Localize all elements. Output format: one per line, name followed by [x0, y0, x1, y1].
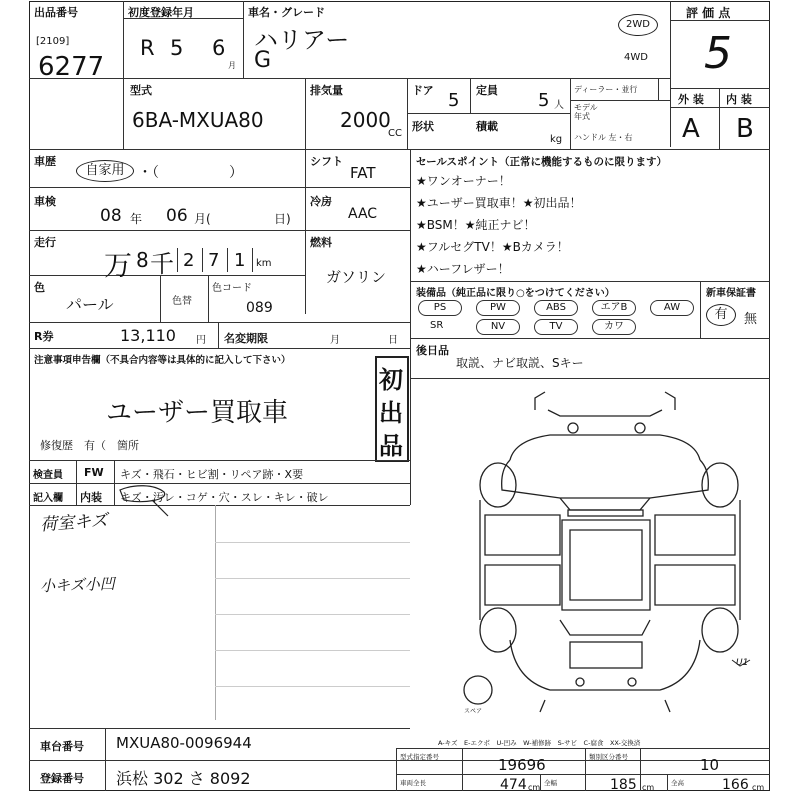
capacity-label: 定員 — [476, 84, 498, 97]
width-value: 185 — [610, 777, 637, 793]
divider — [305, 149, 306, 314]
divider — [670, 1, 671, 147]
sales-title: セールスポイント（正常に機能するものに限ります） — [416, 156, 668, 168]
divider — [29, 348, 410, 349]
inspection-month: 06 — [166, 206, 188, 226]
equip-airbag[interactable] — [592, 300, 636, 316]
equip-sr[interactable]: SR — [430, 320, 444, 331]
equip-ps-label: PS — [433, 302, 447, 313]
capacity-value: 5 — [538, 90, 550, 111]
chassis-label: 車台番号 — [40, 740, 84, 753]
divider — [29, 78, 670, 79]
interior-circle-mark — [114, 482, 174, 522]
width-label: 全幅 — [544, 779, 557, 787]
mileage-man: 万 — [104, 249, 133, 282]
history-value: 自家用 — [85, 163, 125, 178]
first-listing-2: 出 — [379, 399, 403, 427]
equipment-title: 装備品（純正品に限り○をつけてください） — [416, 288, 615, 299]
divider — [29, 460, 410, 461]
divider — [719, 88, 720, 149]
type-label: 型式 — [130, 84, 152, 97]
car-diagram — [410, 380, 770, 720]
history-label: 車歴 — [34, 155, 56, 168]
repair-history: 修復歴 有（ 箇所 — [40, 439, 139, 452]
width-unit: cm — [642, 783, 655, 792]
warranty-yes: 有 — [714, 307, 728, 322]
history-rest: ・（ ） — [138, 165, 243, 181]
fw-text: キズ・飛石・ヒビ割・リペア跡・X要 — [120, 468, 304, 481]
accessories-value: 取説、ナビ取説、Sキー — [456, 356, 584, 370]
interior-grade: B — [736, 114, 754, 144]
registration-value: 浜松 302 さ 8092 — [116, 769, 251, 788]
interior-inspect-text: キズ・汚レ・コゲ・穴・スレ・キレ・破レ — [120, 491, 329, 504]
divider — [585, 748, 586, 791]
model-year-label: モデル 年式 — [574, 103, 598, 121]
model-name: ハリアー — [254, 26, 350, 54]
equip-tv-label: TV — [549, 321, 563, 332]
sales-item: ★ユーザー買取車！★初出品！ — [416, 196, 582, 210]
equip-aw[interactable] — [650, 300, 694, 316]
divider — [215, 542, 410, 543]
divider — [243, 1, 244, 79]
notes-title: 注意事項申告欄（不具合内容等は具体的に記入して下さい） — [34, 355, 291, 366]
divider — [570, 100, 670, 101]
color-code: 089 — [246, 300, 273, 316]
drive-2wd: 2WD — [626, 19, 650, 30]
divider — [215, 505, 216, 720]
divider — [410, 281, 770, 282]
color-value: パール — [66, 295, 114, 314]
drive-4wd: 4WD — [624, 52, 648, 63]
divider — [658, 78, 659, 100]
divider — [396, 748, 770, 749]
grade-value: G — [254, 48, 272, 73]
shape-label: 形状 — [412, 120, 434, 133]
warranty-yes-circle[interactable] — [706, 304, 736, 326]
equip-pw[interactable] — [476, 300, 520, 316]
first-listing-3: 品 — [379, 432, 403, 460]
month-unit: 月 — [228, 61, 236, 70]
height-label: 全高 — [671, 779, 684, 787]
lot-number: 6277 — [38, 52, 105, 82]
interior-label: 内 装 — [726, 93, 752, 106]
mileage-2: 2 — [183, 250, 195, 271]
first-reg-year: 5 — [170, 36, 184, 60]
divider — [215, 614, 410, 615]
day-unit: 日) — [274, 212, 291, 226]
divider — [670, 107, 770, 108]
length-value: 474 — [500, 777, 527, 793]
equip-pw-label: PW — [490, 302, 506, 313]
history-circle — [76, 160, 134, 182]
divider — [667, 774, 668, 791]
divider — [410, 149, 411, 379]
divider — [410, 378, 770, 379]
equip-tv[interactable] — [534, 319, 578, 335]
sales-item: ★フルセグTV！★Bカメラ！ — [416, 240, 569, 254]
length-unit: cm — [528, 783, 541, 792]
equip-leather-label: カワ — [604, 321, 624, 332]
mileage-8: 8 — [136, 248, 149, 272]
divider — [208, 275, 209, 322]
mileage-label: 走行 — [34, 236, 56, 249]
handle-label: ハンドル 左・右 — [574, 133, 633, 142]
accessories-label: 後日品 — [416, 344, 449, 357]
equip-abs[interactable] — [534, 300, 578, 316]
score-label: 評 価 点 — [686, 6, 731, 20]
displacement-unit: CC — [388, 128, 402, 139]
damage-mark: U1 — [736, 658, 749, 668]
repair-day: 日 — [388, 335, 398, 346]
sales-item: ★ハーフレザー！ — [416, 262, 510, 276]
recycle-value: 13,110 — [120, 326, 176, 345]
divider — [305, 78, 306, 149]
divider — [29, 728, 410, 729]
divider — [177, 248, 178, 272]
divider — [29, 483, 410, 484]
year-unit: 年 — [130, 212, 143, 226]
exterior-grade: A — [682, 114, 700, 144]
divider — [640, 748, 641, 791]
divider — [470, 78, 471, 113]
category-value: 10 — [700, 756, 720, 774]
divider — [396, 774, 770, 775]
mileage-sen: 千 — [150, 250, 174, 278]
mileage-7: 7 — [208, 250, 220, 271]
divider — [29, 187, 410, 188]
divider — [670, 88, 770, 89]
new-warranty-label: 新車保証書 — [706, 288, 756, 299]
lot-label: 出品番号 — [34, 6, 78, 19]
equip-nv-label: NV — [490, 321, 506, 332]
door-label: ドア — [412, 84, 434, 97]
divider — [227, 248, 228, 272]
lot-code: [2109] — [36, 36, 70, 47]
divider — [462, 748, 463, 791]
divider — [252, 248, 253, 272]
inspector-label: 検査員 — [33, 470, 63, 481]
repair-deadline-label: 名変期限 — [224, 332, 268, 345]
divider — [123, 1, 124, 149]
displacement-value: 2000 — [340, 108, 391, 132]
interior-inspect-label: 内装 — [80, 491, 102, 504]
score-value: 5 — [704, 28, 732, 79]
first-listing-1: 初 — [379, 366, 403, 394]
divider — [29, 230, 410, 231]
divider — [215, 686, 410, 687]
inspection-label: 車検 — [34, 195, 56, 208]
displacement-label: 排気量 — [310, 84, 343, 97]
first-reg-era: R — [140, 36, 155, 60]
divider — [215, 650, 410, 651]
km-unit: km — [256, 258, 272, 269]
warranty-no[interactable]: 無 — [744, 312, 758, 327]
shift-value: FAT — [350, 164, 376, 182]
divider — [202, 248, 203, 272]
divider — [160, 275, 161, 322]
equip-leather[interactable] — [592, 319, 636, 335]
divider — [700, 281, 701, 338]
divider — [570, 78, 571, 149]
exterior-label: 外 装 — [678, 93, 704, 106]
type-value: 6BA-MXUA80 — [132, 108, 264, 132]
registration-label: 登録番号 — [40, 772, 84, 785]
ref-weight-label: 型式指定番号 — [400, 753, 439, 761]
inspection-month-unit: 月( — [194, 212, 211, 226]
divider — [670, 20, 770, 21]
shift-label: シフト — [310, 155, 343, 168]
divider — [76, 460, 77, 505]
ac-value: AAC — [348, 206, 378, 222]
color-code-label: 色コード — [212, 283, 252, 294]
model-label: 車名・グレード — [248, 6, 325, 19]
sales-item: ★ワンオーナー！ — [416, 174, 511, 188]
divider — [407, 113, 570, 114]
drive-2wd-circle — [618, 14, 658, 36]
first-reg-label: 初度登録年月 — [128, 6, 194, 19]
kg-unit: kg — [550, 134, 563, 145]
sales-item: ★BSM！★純正ナビ！ — [416, 218, 536, 232]
entry-label: 記入欄 — [33, 493, 63, 504]
color-label: 色 — [34, 281, 45, 294]
mileage-1: 1 — [234, 250, 246, 271]
divider — [215, 578, 410, 579]
repair-month: 月 — [330, 335, 340, 346]
chassis-value: MXUA80-0096944 — [116, 734, 252, 752]
handwritten-note: 小キズ小凹 — [39, 574, 116, 596]
spare-label: スペア — [464, 708, 483, 715]
divider — [105, 728, 106, 791]
equip-aw-label: AW — [663, 302, 681, 313]
door-value: 5 — [448, 90, 460, 111]
divider — [410, 338, 770, 339]
height-unit: cm — [752, 783, 765, 792]
divider — [29, 322, 410, 323]
handwritten-note: 荷室キズ — [39, 510, 109, 536]
fuel-label: 燃料 — [310, 236, 332, 249]
height-value: 166 — [722, 777, 749, 793]
category-label: 類別区分番号 — [589, 753, 628, 761]
dealer-label: ディーラー・並行 — [574, 85, 638, 94]
inspection-year: 08 — [100, 206, 122, 226]
color-swap-label: 色替 — [172, 296, 192, 307]
divider — [29, 149, 770, 150]
equip-nv[interactable] — [476, 319, 520, 335]
divider — [218, 322, 219, 348]
ac-label: 冷房 — [310, 195, 332, 208]
fw-label: FW — [84, 466, 104, 479]
notes-main-text: ユーザー買取車 — [106, 398, 289, 428]
divider — [29, 505, 410, 506]
load-label: 積載 — [476, 120, 498, 133]
equip-abs-label: ABS — [546, 302, 566, 313]
ref-weight-value: 19696 — [498, 756, 546, 774]
fuel-value: ガソリン — [326, 268, 387, 286]
recycle-label: R券 — [34, 330, 54, 343]
capacity-unit: 人 — [554, 100, 564, 111]
divider — [123, 18, 243, 19]
first-reg-month: 6 — [212, 36, 226, 60]
recycle-unit: 円 — [196, 335, 206, 346]
damage-legend: A-キズ E-エクボ U-凹み W-補修跡 S-サビ C-腐食 XX-交換済 — [438, 739, 641, 747]
equip-ps[interactable] — [418, 300, 462, 316]
length-label: 車両全長 — [400, 779, 426, 787]
divider — [396, 748, 397, 791]
equip-airbag-label: エアB — [600, 302, 628, 313]
